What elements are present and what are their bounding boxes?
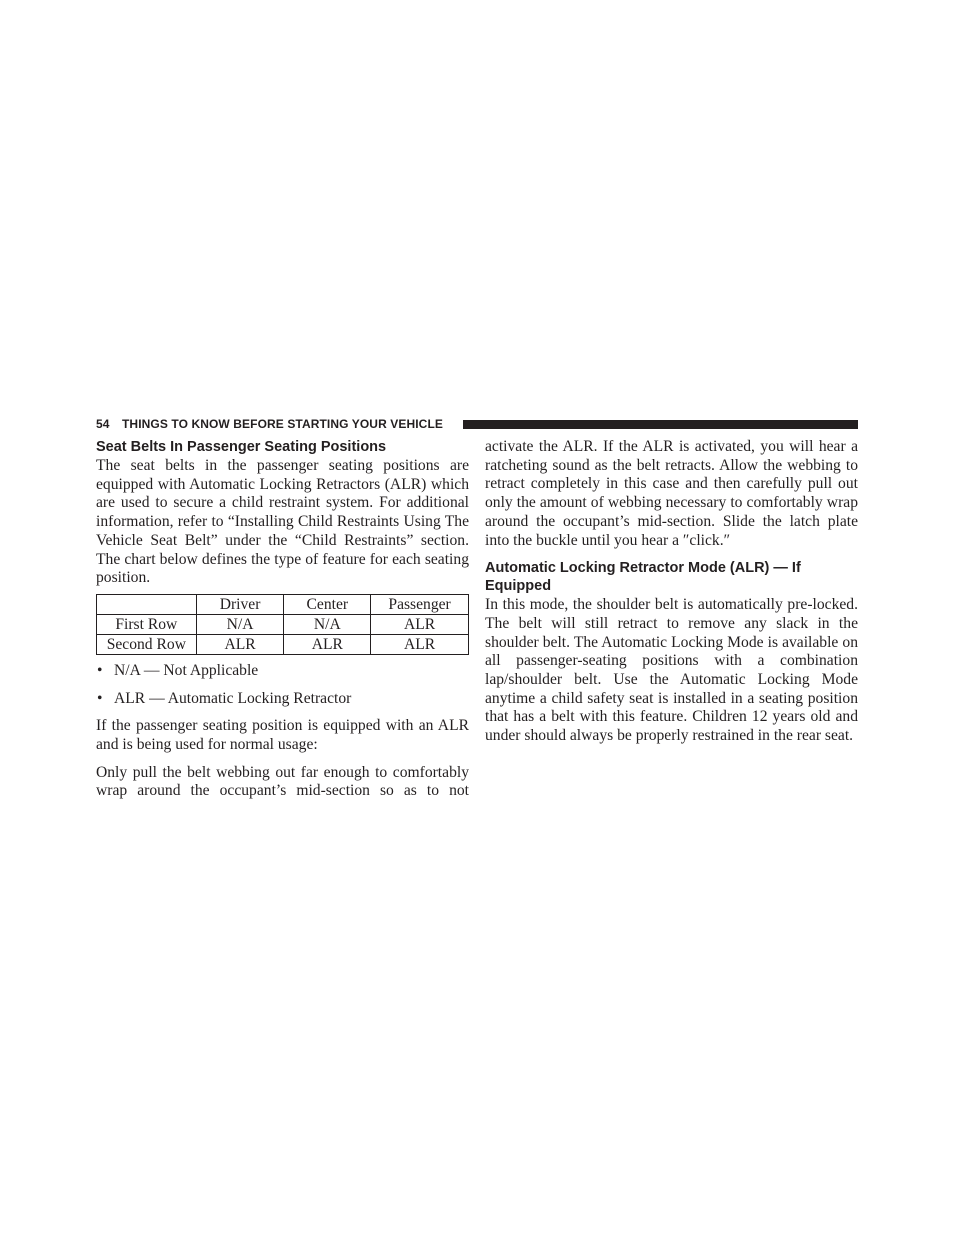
table-header-cell: Center [284,594,371,614]
alr-activation-paragraph: activate the ALR. If the ALR is activated, you will hear a ratcheting sound as the belt retracts. Allow the webbing to retract completely in this case and then carefully pull out only the amount of webbing necessary to comfortably wrap around the occupant’s mid-section. Slide the latch plate into the buckle until you hear a ″click.″ [485,438,858,549]
table-cell: First Row [97,614,197,634]
table-header-cell: Passenger [371,594,469,614]
table-cell: ALR [284,634,371,654]
left-column [96,438,469,801]
table-cell: N/A [196,614,284,634]
intro-paragraph: The seat belts in the passenger seating positions are equipped with Automatic Locking Retractors (ALR) which are used to secure a child restraint system. For additional information, refer to “Installing Child Restraints Using The Vehicle Seat Belt” under the “Child Restraints” section. The chart below defines the type of feature for each seating position. [96,457,469,587]
alr-usage-paragraph: If the passenger seating position is equipped with an ALR and is being used for normal usage: [96,717,469,754]
seat-belts-heading: Seat Belts In Passenger Seating Positions [96,439,387,455]
right-column [485,438,858,746]
section-title: THINGS TO KNOW BEFORE STARTING YOUR VEHICLE [122,417,443,431]
table-header-cell: Driver [196,594,284,614]
page-header [96,416,858,433]
table-header-cell [97,594,197,614]
seating-position-table [96,594,469,655]
table-cell: ALR [196,634,284,654]
table-row [97,634,469,654]
bullet-icon: • [97,689,103,707]
alr-mode-heading: Automatic Locking Retractor Mode (ALR) — If Equipped [485,560,801,595]
webbing-paragraph: Only pull the belt webbing out far enough to comfortably wrap around the occupant’s mid-section so as to not [96,763,469,800]
bullet-icon: • [97,661,103,679]
legend-text: N/A — Not Applicable [114,661,259,679]
list-item [96,690,469,709]
page-number: 54 [96,417,110,431]
alr-mode-paragraph: In this mode, the shoulder belt is automatically pre-locked. The belt will still retract to remove any slack in the shoulder belt. The Automatic Locking Mode is available on all passenger-seating positions with a combination lap/shoulder belt. Use the Automatic Locking Mode anytime a child safety seat is installed in a seating position that has a belt with this feature. Children 12 years old and under should always be properly restrained in the rear seat. [485,596,858,745]
table-cell: Second Row [97,634,197,654]
legend-text: ALR — Automatic Locking Retractor [114,689,352,707]
table-cell: ALR [371,614,469,634]
header-rule [463,420,858,429]
list-item [96,662,469,681]
table-legend [96,662,469,708]
table-row [97,614,469,634]
table-cell: ALR [371,634,469,654]
table-header-row [97,594,469,614]
table-cell: N/A [284,614,371,634]
